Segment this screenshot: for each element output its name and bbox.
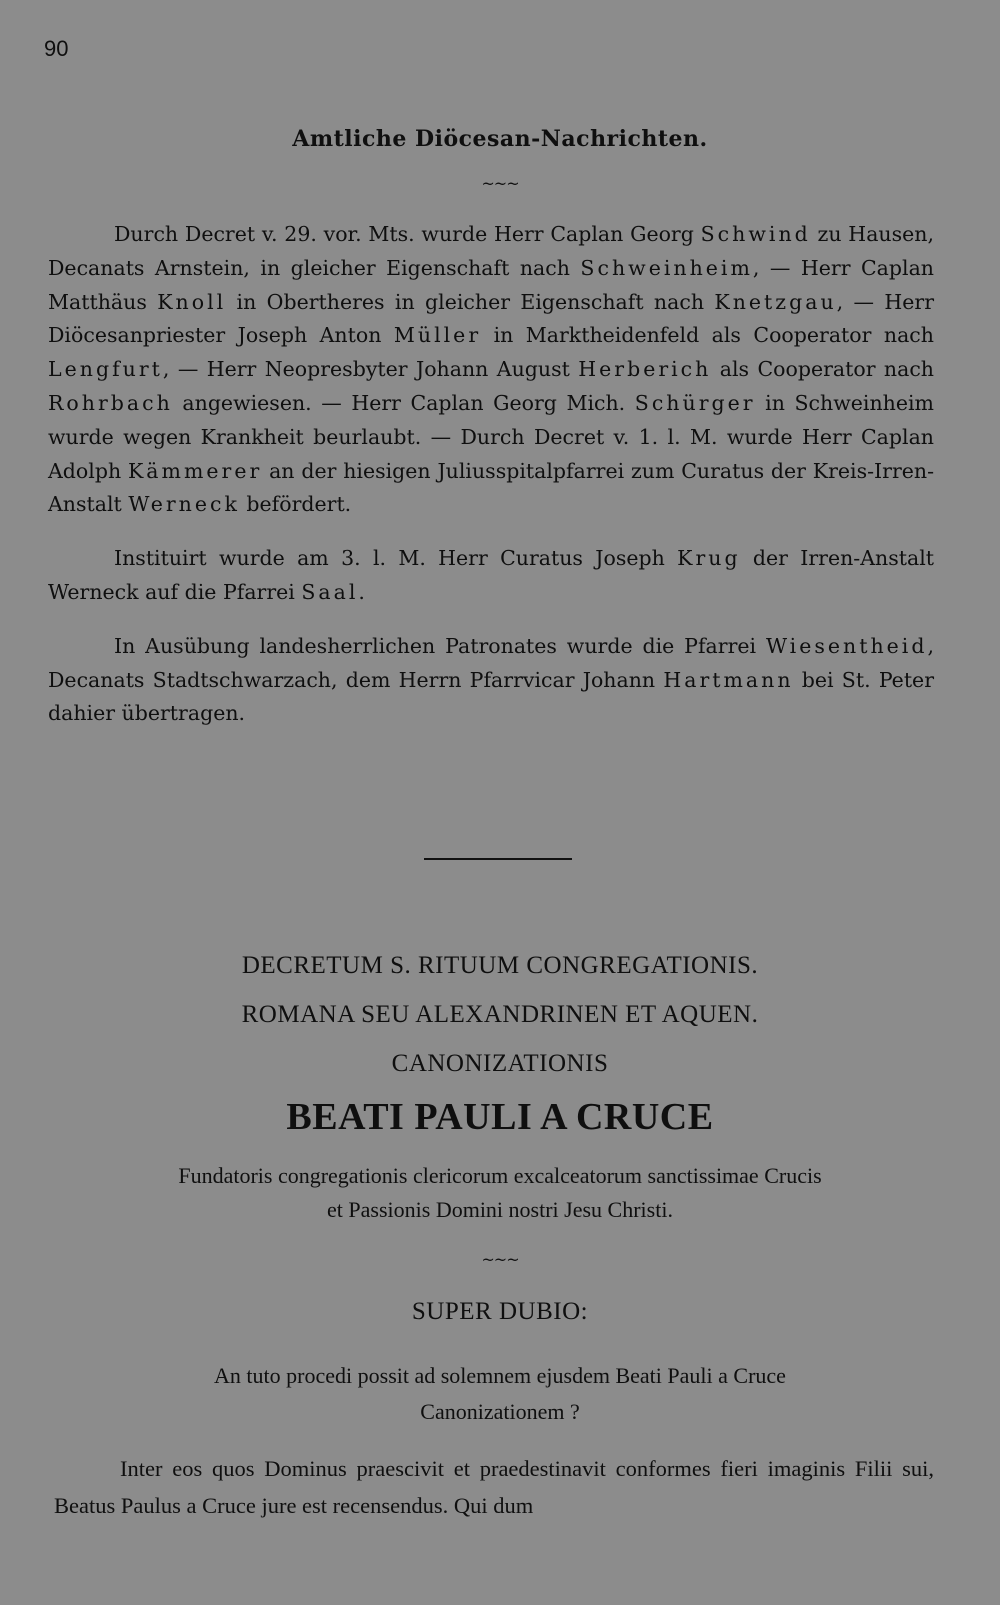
spaced-name: Knetzgau xyxy=(714,289,837,314)
dubium-heading: SUPER DUBIO: xyxy=(411,1298,589,1325)
spaced-name: Saal xyxy=(301,579,359,604)
notice-paragraph-decrees: Durch Decret v. 29. vor. Mts. wurde Herr Caplan Georg Schwind zu Hausen, Decanats Arnstein, in gleicher Eigenschaft nach Schweinheim, — Herr Caplan Matthäus Knoll in Obertheres in gleicher Eigenschaft nach Knetzgau, — Herr Diöcesanpriester Joseph Anton Müller in Marktheidenfeld als Cooperator nach Lengfurt, — Herr Neopresbyter Johann August Herberich als Cooperator nach Rohrbach angewiesen. — Herr Caplan Georg Mich. Schürger in Schweinheim wurde wegen Krankheit beurlaubt. — Durch Decret v. 1. l. M. wurde Herr Caplan Adolph Kämmerer an der hiesigen Juliusspitalpfarrei zum Curatus der Kreis-Irren-Anstalt Werneck befördert. xyxy=(48,222,935,517)
spaced-name: Wiesentheid xyxy=(765,633,928,658)
spaced-name: Kämmerer xyxy=(127,458,263,483)
decree-line-3: CANONIZATIONIS xyxy=(391,1050,609,1077)
spaced-name: Müller xyxy=(393,323,482,348)
spaced-name: Knoll xyxy=(157,289,227,314)
decree-subtitle-2: et Passionis Domini nostri Jesu Christi. xyxy=(327,1197,673,1222)
page-number: 90 xyxy=(44,36,69,61)
spaced-name: Herberich xyxy=(578,357,712,382)
section-heading: Amtliche Diöcesan-Nachrichten. xyxy=(292,126,708,152)
notice-paragraph-patronage: In Ausübung landesherrlichen Patronates wurde die Pfarrei Wiesentheid, Decanats Stadtschwarzach, dem Herrn Pfarrvicar Johann Hartmann bei St. Peter dahier übertragen. xyxy=(48,633,934,726)
german-notices xyxy=(48,218,934,731)
ornament-divider-2: ~~~ xyxy=(481,1250,519,1269)
question-line-2: Canonizationem ? xyxy=(420,1399,580,1424)
decree-subtitle-1: Fundatoris congregationis clericorum excalceatorum sanctissimae Crucis xyxy=(178,1163,822,1188)
section-rule xyxy=(424,858,572,860)
spaced-name: Werneck xyxy=(128,492,240,517)
spaced-name: Lengfurt xyxy=(48,357,163,382)
decree-line-1: DECRETUM S. RITUUM CONGREGATIONIS. xyxy=(241,952,759,979)
spaced-name: Rohrbach xyxy=(48,390,173,415)
spaced-name: Schwind xyxy=(700,222,811,246)
question-line-1: An tuto procedi possit ad solemnem ejusdem Beati Pauli a Cruce xyxy=(214,1363,786,1388)
spaced-name: Schweinheim xyxy=(580,255,753,280)
decree-body xyxy=(54,1450,934,1524)
decree-line-2: ROMANA SEU ALEXANDRINEN ET AQUEN. xyxy=(241,1001,759,1028)
spaced-name: Schürger xyxy=(634,390,756,415)
spaced-name: Hartmann xyxy=(663,667,794,692)
notice-paragraph-institution: Instituirt wurde am 3. l. M. Herr Curatus Joseph Krug der Irren-Anstalt Werneck auf die Pfarrei Saal. xyxy=(48,546,935,604)
decree-body-paragraph: Inter eos quos Dominus praescivit et praedestinavit conformes fieri imaginis Filii sui, Beatus Paulus a Cruce jure est recensendus. Qui dum xyxy=(54,1456,934,1518)
spaced-name: Krug xyxy=(677,546,741,571)
ornament-divider: ~~~ xyxy=(481,174,519,193)
decree-title: BEATI PAULI A CRUCE xyxy=(286,1096,714,1138)
